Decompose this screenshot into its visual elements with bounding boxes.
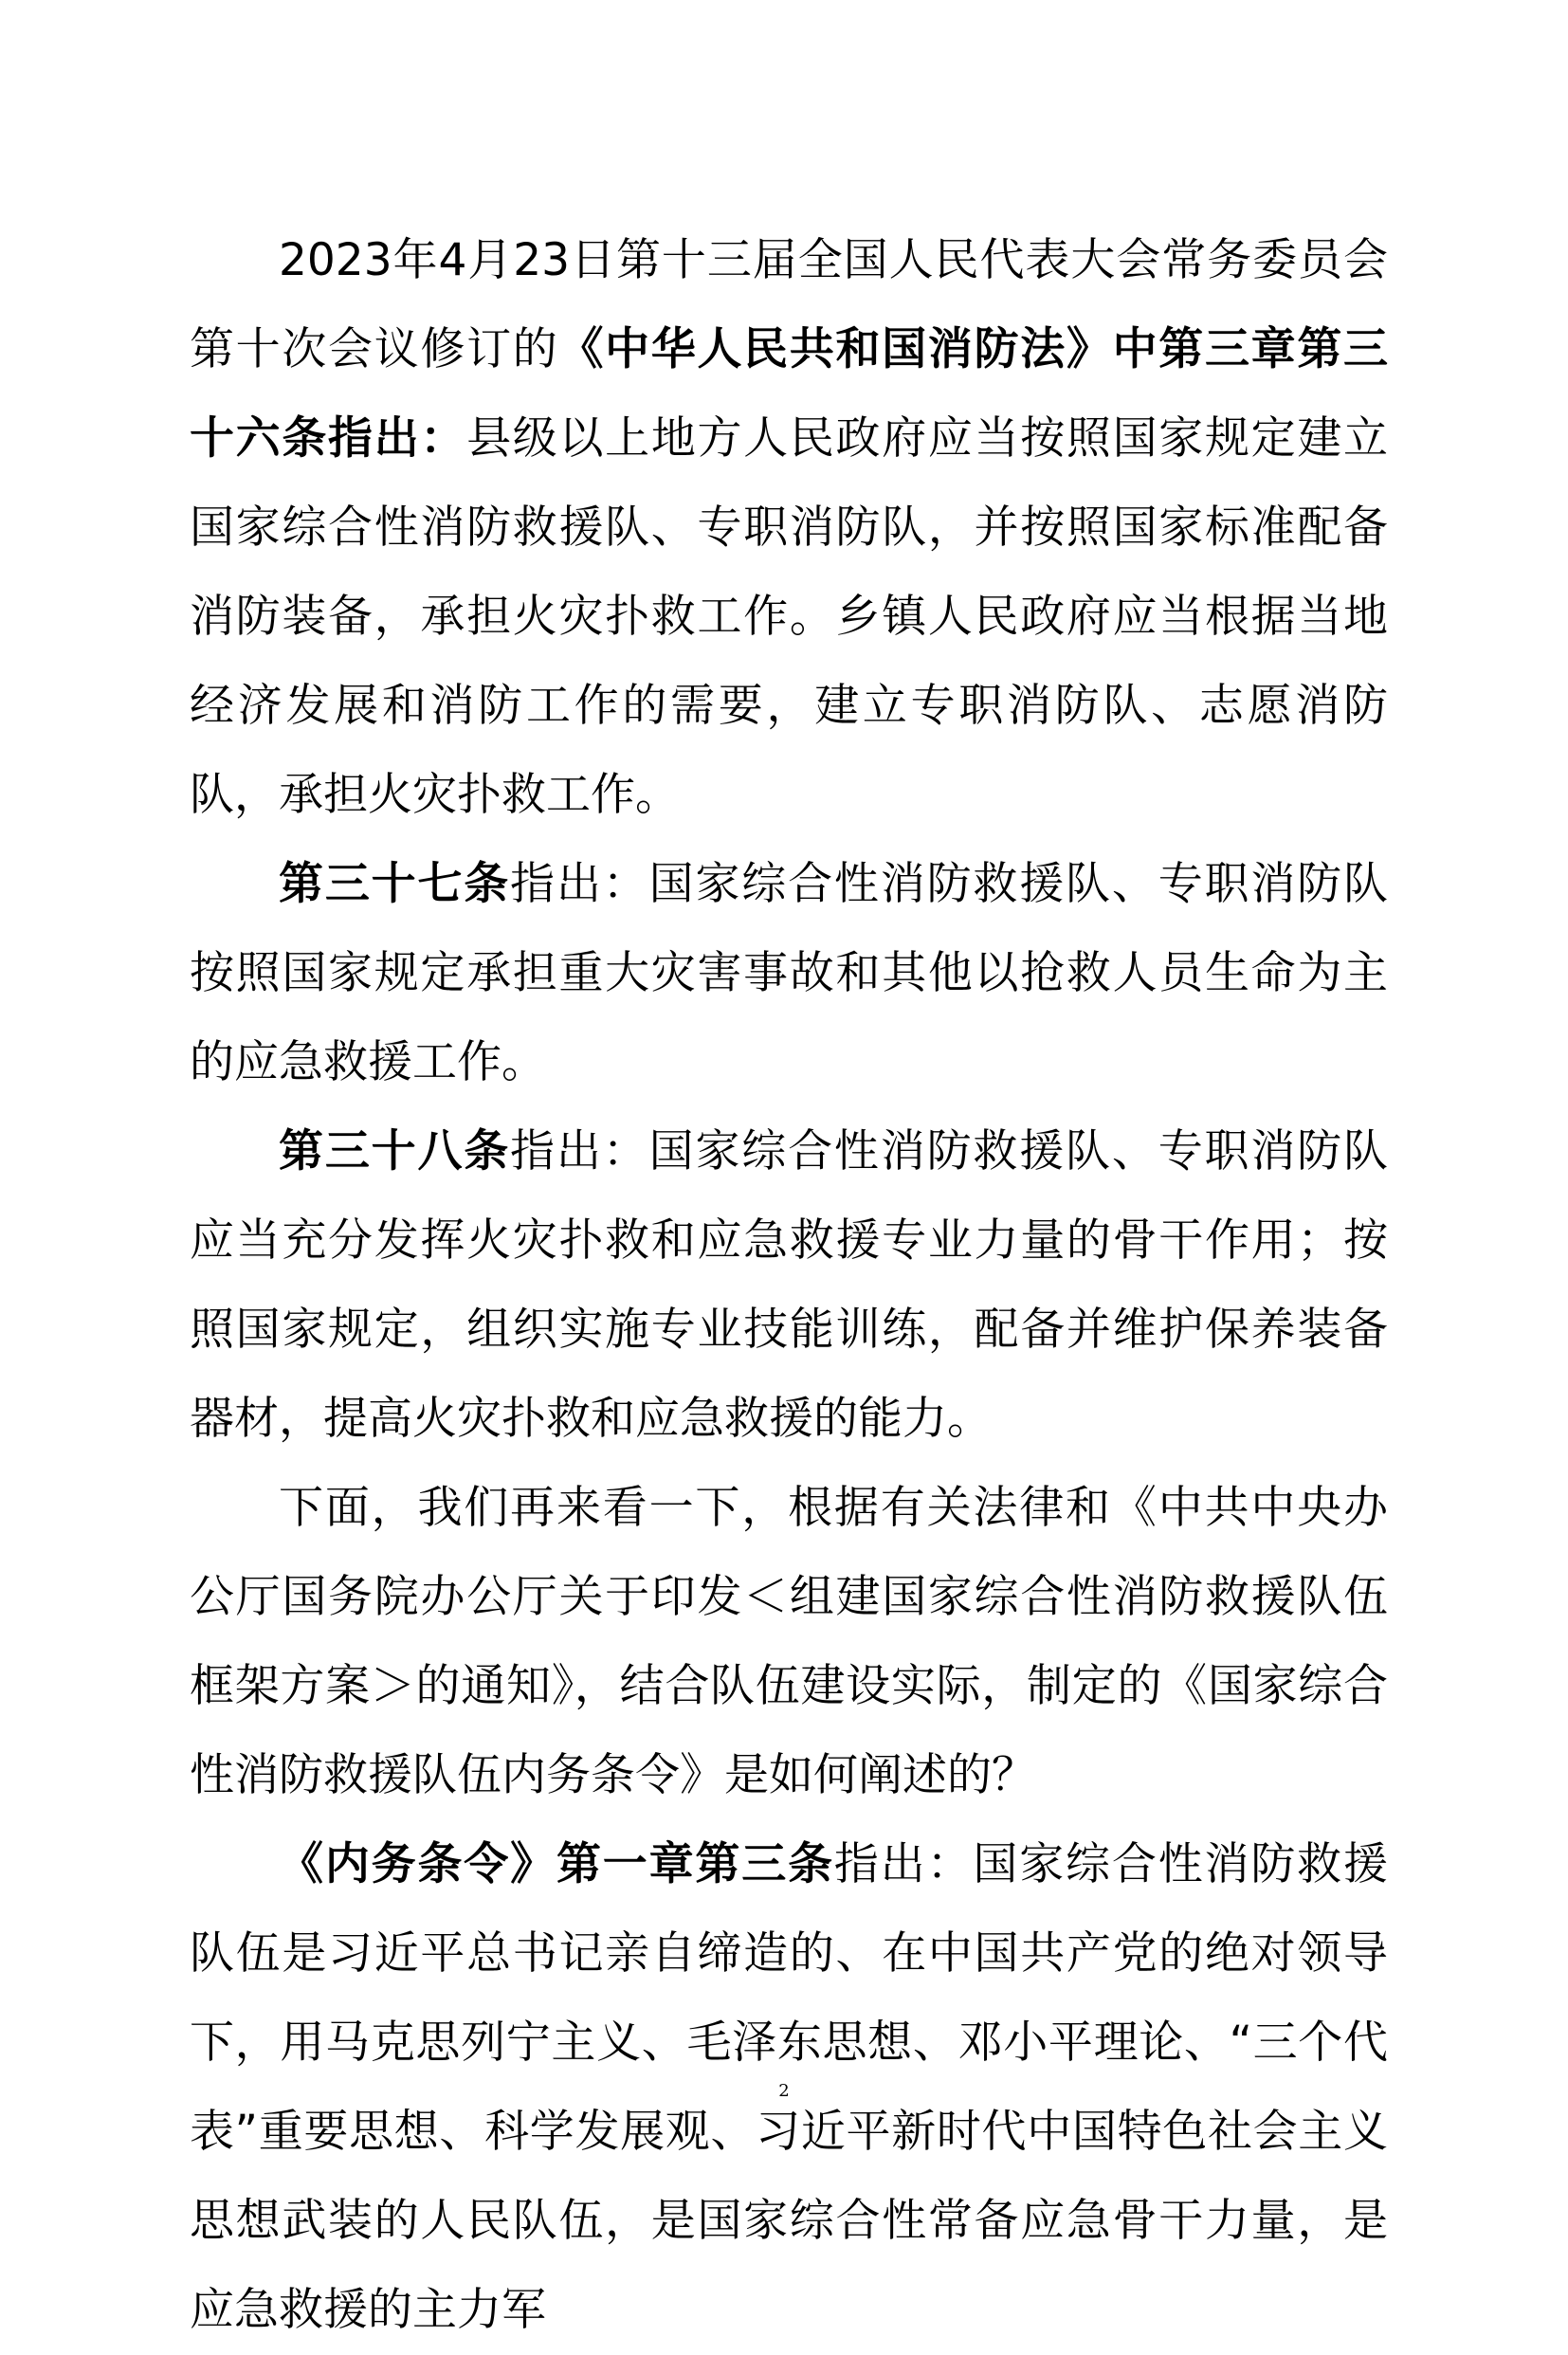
paragraph-text: 指出：国家综合性消防救援队伍是习近平总书记亲自缔造的、在中国共产党的绝对领导下，用马克思列宁主义、毛泽东思想、邓小平理论、“三个代表”重要思想、科学发展观、习近平新时代中国特色社会主义思想武装的人民队伍，是国家综合性常备应急骨干力量，是应急救援的主力军	[190, 1838, 1389, 2336]
paragraph-lead-text: 2023年4月23日第十三届全国人民代表大会常务委员会第十次会议修订的	[190, 234, 1388, 375]
paragraph-bold-heading: 第三十八条	[279, 1125, 511, 1178]
paragraph-article-37	[190, 840, 1388, 1107]
paragraph-introduction	[190, 1464, 1388, 1820]
paragraph-text: 县级以上地方人民政府应当按照国家规定建立国家综合性消防救援队、专职消防队，并按照国家标准配备消防装备，承担火灾扑救工作。乡镇人民政府应当根据当地经济发展和消防工作的需要，建立专职消防队、志愿消防队，承担火灾扑救工作。	[190, 412, 1389, 821]
paragraph-fire-law-article-36	[190, 216, 1388, 840]
paragraph-bold-heading: 《内务条令》第一章第三条	[279, 1838, 834, 1890]
paragraph-text: 指出：国家综合性消防救援队、专职消防队按照国家规定承担重大灾害事故和其他以抢救人员生命为主的应急救援工作。	[190, 858, 1389, 1088]
paragraph-bold-heading: 第三十七条	[279, 858, 511, 910]
paragraph-article-38	[190, 1107, 1388, 1464]
paragraph-bold-heading: 《中华人民共和国消防法》中第三章第三十六条指出：	[190, 323, 1389, 465]
page-number: 2	[778, 2081, 790, 2101]
paragraph-text: 指出：国家综合性消防救援队、专职消防队应当充分发挥火灾扑救和应急救援专业力量的骨干作用；按照国家规定，组织实施专业技能训练，配备并维护保养装备器材，提高火灾扑救和应急救援的能力。	[190, 1125, 1389, 1445]
document-body	[190, 216, 1388, 2355]
paragraph-text: 下面，我们再来看一下，根据有关法律和《中共中央办公厅国务院办公厅关于印发＜组建国家综合性消防救援队伍框架方案＞的通知》，结合队伍建设实际，制定的《国家综合性消防救援队伍内务条令》是如何阐述的？	[190, 1482, 1388, 1801]
